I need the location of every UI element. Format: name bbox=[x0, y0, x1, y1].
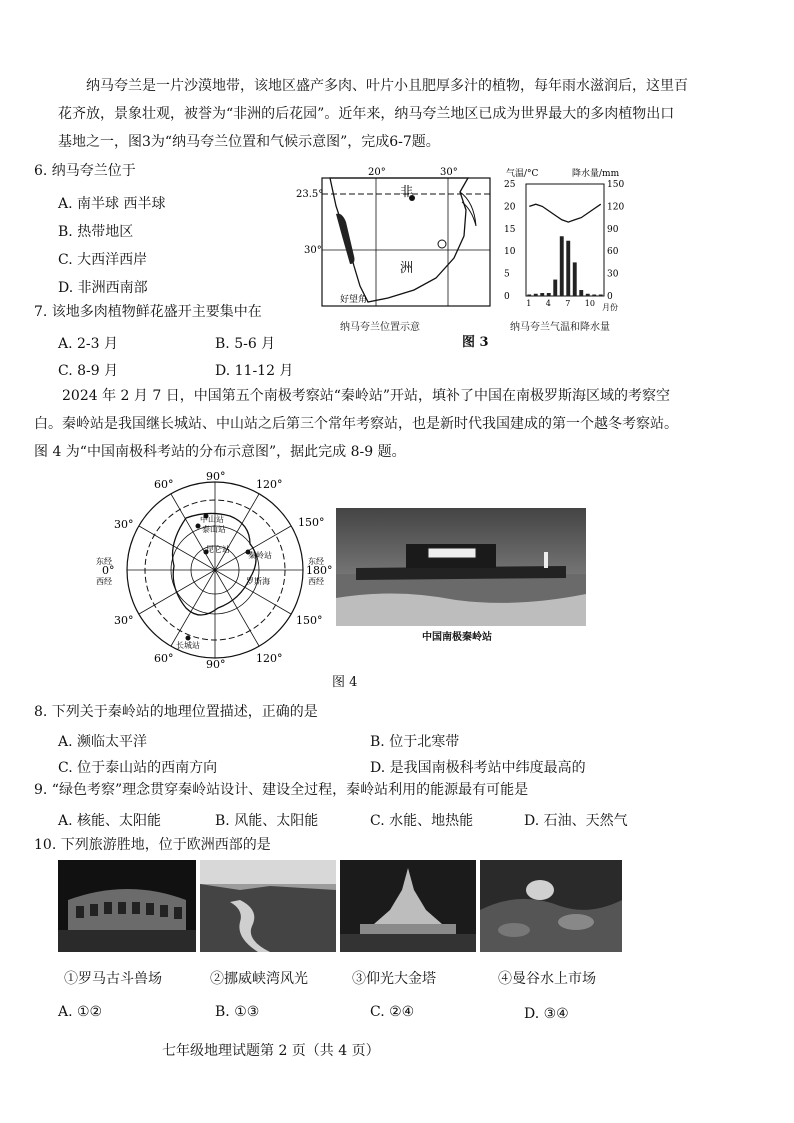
precip-bar bbox=[573, 262, 577, 296]
photo-caption-1: ①罗马古斗兽场 bbox=[64, 971, 162, 987]
lon-150-top: 150° bbox=[298, 516, 325, 529]
x-tick-label: 7 bbox=[565, 299, 571, 308]
shwedagon-pagoda-photo bbox=[340, 860, 476, 952]
q6-option-a: A. 南半球 西半球 bbox=[58, 196, 166, 212]
precip-bar bbox=[540, 293, 544, 296]
changcheng-station-label: 长城站 bbox=[176, 641, 200, 650]
q7-stem: 7. 该地多肉植物鲜花盛开主要集中在 bbox=[34, 304, 262, 320]
x-tick-label: 4 bbox=[545, 299, 551, 308]
q7-option-d: D. 11-12 月 bbox=[215, 363, 294, 379]
q8-stem: 8. 下列关于秦岭站的地理位置描述，正确的是 bbox=[34, 704, 318, 720]
q6-stem: 6. 纳马夸兰位于 bbox=[34, 163, 136, 179]
intro-paragraph-1: 纳马夸兰是一片沙漠地带，该地区盛产多肉、叶片小且肥厚多汁的植物，每年雨水滋润后，这里百花齐放，景象壮观，被誉为“非洲的后花园”。近年来，纳马夸兰地区已成为世界最大的多肉植物出口基地之一，图3为“纳马夸兰位置和气候示意图”，完成6-7题。 bbox=[58, 78, 688, 150]
q8-option-d: D. 是我国南极科考站中纬度最高的 bbox=[370, 760, 586, 776]
east-label-left: 东经 bbox=[96, 557, 112, 566]
photo-caption-3: ③仰光大金塔 bbox=[352, 971, 436, 987]
q8-option-a: A. 濒临太平洋 bbox=[58, 734, 148, 750]
figure-4-label: 图 4 bbox=[332, 675, 358, 690]
y-left-tick-label: 10 bbox=[504, 247, 516, 258]
lon-120-top: 120° bbox=[256, 478, 283, 491]
q7-option-a: A. 2-3 月 bbox=[58, 336, 119, 352]
map-label-zhou: 洲 bbox=[400, 261, 414, 276]
fjord-photo bbox=[200, 860, 336, 952]
y-right-tick-label: 60 bbox=[607, 247, 619, 258]
precip-bar bbox=[553, 280, 557, 296]
precip-bar bbox=[534, 294, 538, 296]
precip-bar bbox=[560, 236, 564, 296]
q10-stem: 10. 下列旅游胜地，位于欧洲西部的是 bbox=[34, 837, 271, 853]
q8-option-c: C. 位于泰山站的西南方向 bbox=[58, 760, 218, 776]
q9-option-d: D. 石油、天然气 bbox=[524, 813, 628, 829]
q7-option-c: C. 8-9 月 bbox=[58, 363, 119, 379]
y-right-tick-label: 30 bbox=[607, 269, 619, 280]
photo-caption-qinling: 中国南极秦岭站 bbox=[422, 632, 492, 643]
y-right-tick-label: 90 bbox=[607, 224, 619, 235]
qinling-station-label: 秦岭站 bbox=[248, 551, 272, 560]
precip-bar bbox=[592, 295, 596, 296]
map-label-fei: 非 bbox=[400, 185, 414, 200]
y-right-tick-label: 0 bbox=[607, 292, 613, 302]
figure-3-label: 图 3 bbox=[462, 335, 489, 350]
y-right-tick-label: 120 bbox=[607, 202, 625, 213]
q8-option-b: B. 位于北寒带 bbox=[370, 734, 460, 750]
q9-stem: 9. “绿色考察”理念贯穿秦岭站设计、建设全过程，秦岭站利用的能源最有可能是 bbox=[34, 782, 529, 798]
west-label-right: 西经 bbox=[308, 577, 324, 586]
lon-90-top: 90° bbox=[206, 470, 226, 483]
zhongshan-station-label: 中山站 bbox=[200, 515, 224, 524]
y-left-tick-label: 0 bbox=[504, 292, 510, 302]
photo-caption-2: ②挪威峡湾风光 bbox=[210, 971, 308, 987]
x-axis-unit: 月份 bbox=[602, 303, 618, 312]
lon-90-bottom: 90° bbox=[206, 658, 226, 670]
q6-option-c: C. 大西洋西岸 bbox=[58, 252, 148, 268]
precip-bar bbox=[586, 294, 590, 296]
precip-bar bbox=[566, 241, 570, 296]
cape-label: 好望角 bbox=[340, 295, 368, 305]
q10-option-b: B. ①③ bbox=[215, 1004, 260, 1020]
intro-paragraph-2: 2024 年 2 月 7 日，中国第五个南极考察站“秦岭站”开站，填补了中国在南极罗斯海区域的考察空白。秦岭站是我国继长城站、中山站之后第三个常年考察站，也是新时代我国建成的第一个越冬考察站。图 4 为“中国南极科考站的分布示意图”，据此完成 8-9 题。 bbox=[34, 388, 678, 460]
qinling-station-photo bbox=[336, 508, 586, 626]
lon-30-top: 30° bbox=[114, 518, 134, 531]
kunlun-station-label: 昆仑站 bbox=[206, 545, 230, 554]
antarctic-stations-map bbox=[90, 440, 340, 670]
lon-30-bottom: 30° bbox=[114, 614, 134, 627]
west-label-left: 西经 bbox=[96, 577, 112, 586]
q10-option-c: C. ②④ bbox=[370, 1004, 415, 1020]
east-label-right: 东经 bbox=[308, 557, 324, 566]
lat-23-5-label: 23.5° bbox=[296, 189, 324, 200]
photo-caption-4: ④曼谷水上市场 bbox=[498, 971, 596, 987]
q9-option-c: C. 水能、地热能 bbox=[370, 813, 474, 829]
lon-20-label: 20° bbox=[368, 167, 386, 178]
y-left-tick-label: 5 bbox=[504, 269, 510, 280]
climate-chart bbox=[500, 166, 630, 312]
precip-bar bbox=[599, 295, 603, 296]
precip-bar bbox=[547, 293, 551, 296]
q9-option-a: A. 核能、太阳能 bbox=[58, 813, 162, 829]
q9-option-b: B. 风能、太阳能 bbox=[215, 813, 319, 829]
colosseum-photo bbox=[58, 860, 196, 952]
taishan-station-label: 泰山站 bbox=[202, 525, 226, 534]
lon-180-label: 180° bbox=[306, 564, 333, 577]
q6-option-d: D. 非洲西南部 bbox=[58, 280, 148, 296]
x-tick-label: 10 bbox=[584, 299, 595, 308]
lon-30-label: 30° bbox=[440, 167, 458, 178]
map-caption: 纳马夸兰位置示意 bbox=[340, 322, 420, 333]
ross-sea-label: 罗斯海 bbox=[246, 577, 270, 586]
precip-bar bbox=[527, 295, 531, 296]
precip-axis-title: 降水量/mm bbox=[572, 169, 620, 179]
q10-option-d: D. ③④ bbox=[524, 1006, 569, 1022]
lon-60-bottom: 60° bbox=[154, 652, 174, 665]
y-right-tick-label: 150 bbox=[607, 180, 625, 190]
q6-option-b: B. 热带地区 bbox=[58, 224, 134, 240]
lon-150-bottom: 150° bbox=[296, 614, 323, 627]
floating-market-photo bbox=[480, 860, 622, 952]
precip-bar bbox=[579, 290, 583, 296]
temp-axis-title: 气温/°C bbox=[506, 169, 539, 179]
lat-30-label: 30° bbox=[304, 245, 322, 256]
y-left-tick-label: 15 bbox=[504, 224, 516, 235]
x-tick-label: 1 bbox=[526, 299, 532, 308]
lon-120-bottom: 120° bbox=[256, 652, 283, 665]
chart-caption: 纳马夸兰气温和降水量 bbox=[510, 322, 610, 333]
q7-option-b: B. 5-6 月 bbox=[215, 336, 276, 352]
namaqualand-location-map bbox=[296, 166, 496, 312]
y-left-tick-label: 25 bbox=[504, 180, 516, 190]
zero-meridian-label: 0° bbox=[102, 564, 115, 577]
page-footer: 七年级地理试题第 2 页（共 4 页） bbox=[162, 1043, 380, 1059]
q10-option-a: A. ①② bbox=[58, 1004, 103, 1020]
y-left-tick-label: 20 bbox=[504, 202, 516, 213]
lon-60-top: 60° bbox=[154, 478, 174, 491]
